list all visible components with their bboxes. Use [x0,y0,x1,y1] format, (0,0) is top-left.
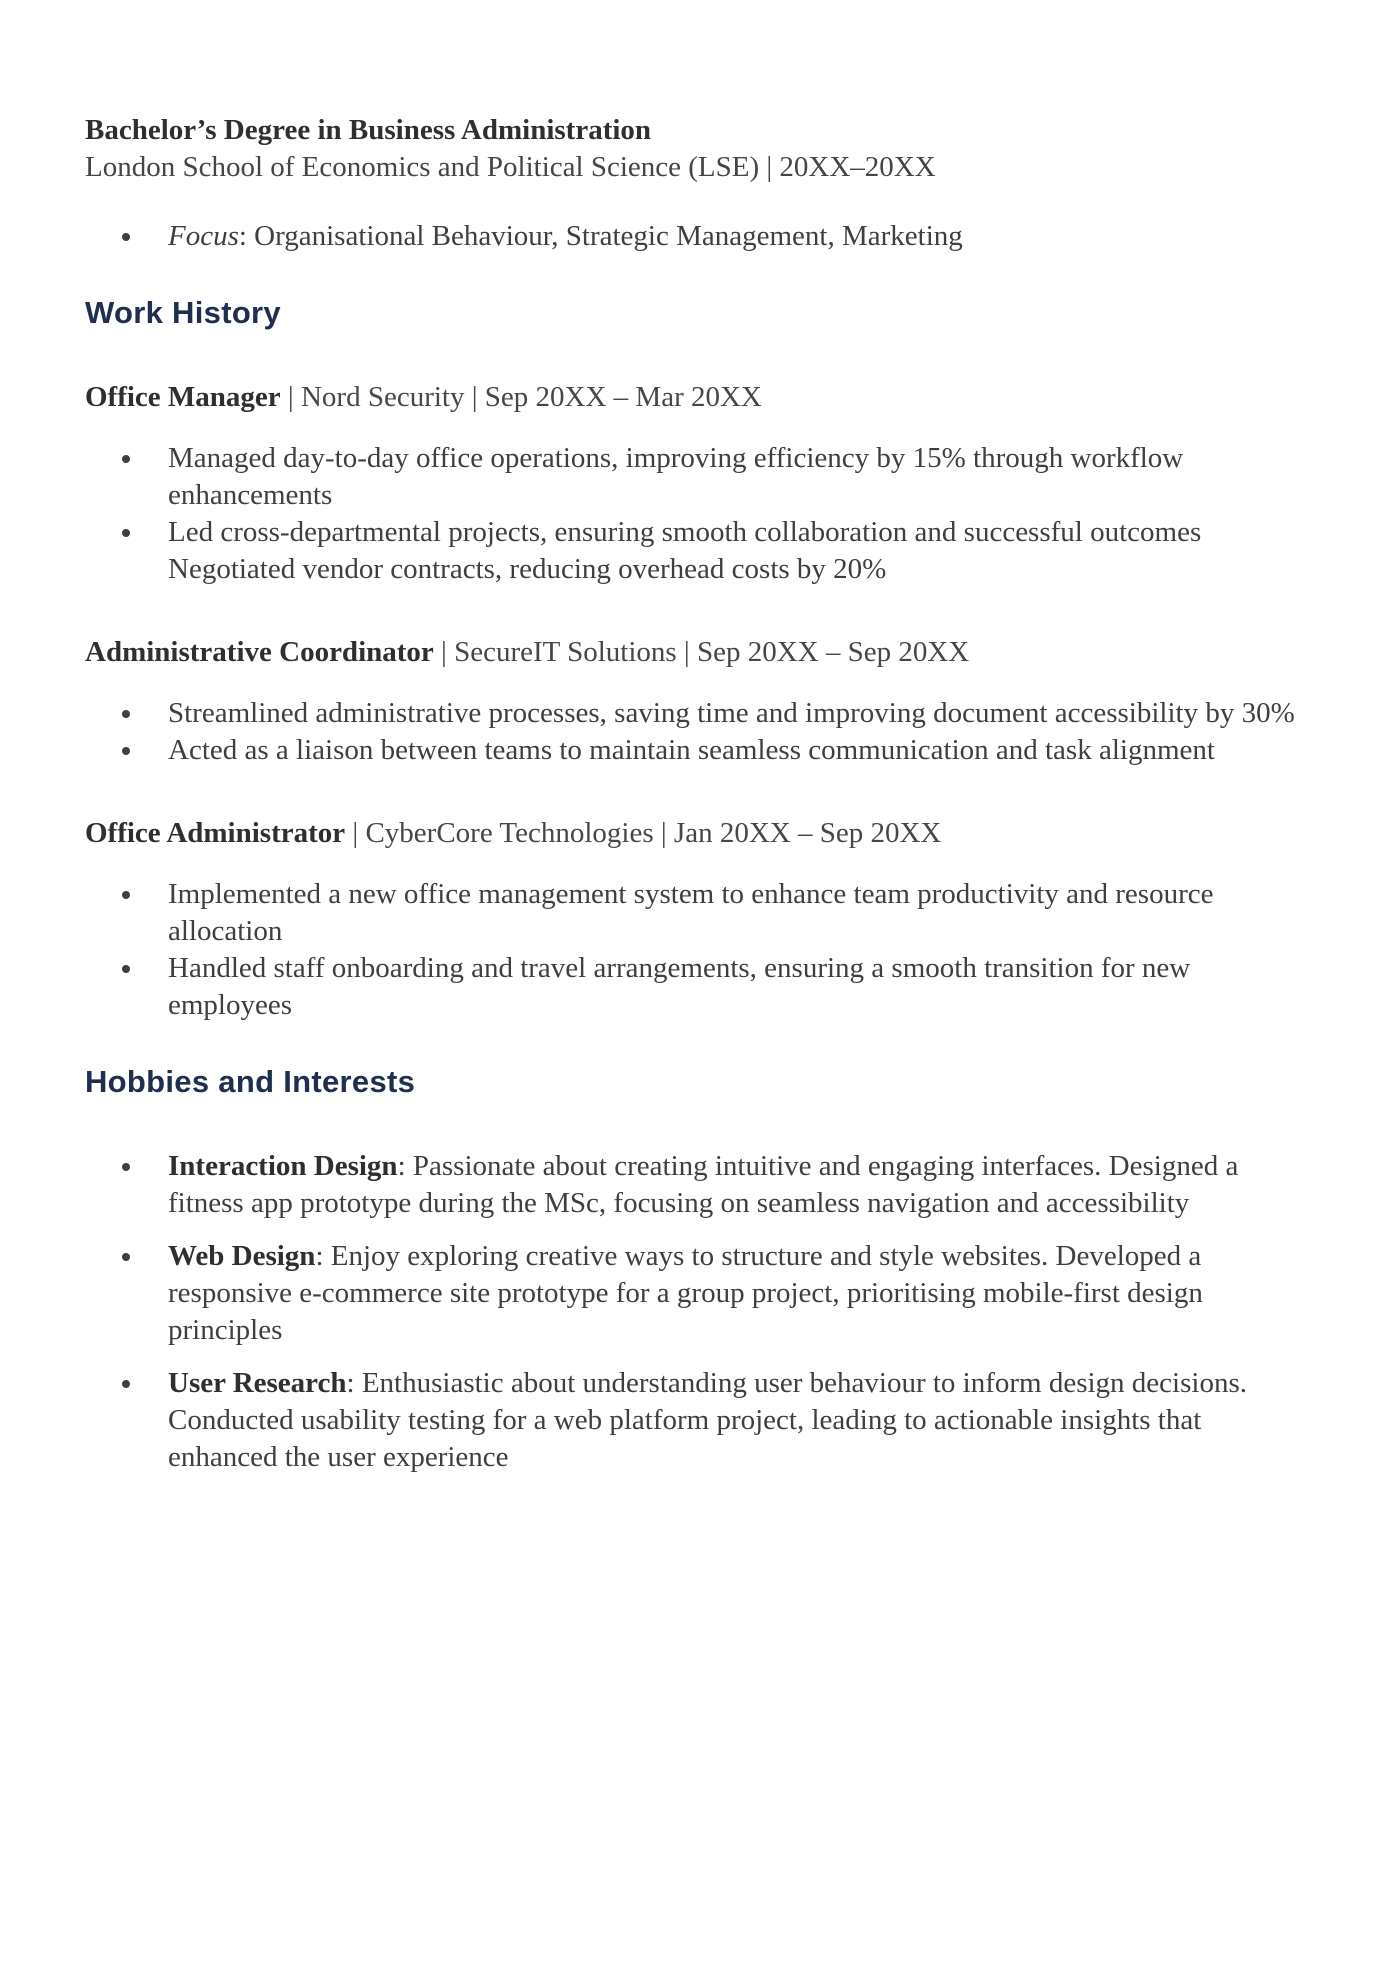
hobby-bullet: User Research: Enthusiastic about understanding user behaviour to inform design decisions. Conducted usability testing for a web platform project, leading to actionable insights that enhanced the user experience [85,1365,1315,1476]
work-history-section [85,293,1315,1024]
jobs-list [85,379,1315,1024]
education-degree-title: Bachelor’s Degree in Business Administration [85,114,652,146]
education-focus-text: : Organisational Behaviour, Strategic Management, Marketing [238,220,963,252]
job-meta: | SecureIT Solutions | Sep 20XX – Sep 20XX [433,636,970,668]
job-bullet: Led cross-departmental projects, ensuring smooth collaboration and successful outcomes Negotiated vendor contracts, reducing overhead costs by 20% [85,514,1315,588]
education-focus-label: Focus [168,220,239,252]
job-title-line [85,815,1315,852]
education-bullet-list [85,218,1315,255]
job-bullet: Acted as a liaison between teams to maintain seamless communication and task alignment [85,732,1315,769]
hobbies-section [85,1062,1315,1476]
work-history-heading: Work History [85,295,281,330]
job-bullet: Streamlined administrative processes, saving time and improving document accessibility by 30% [85,695,1315,732]
job-entry [85,634,1315,769]
hobbies-list [85,1148,1315,1476]
job-entry [85,379,1315,588]
job-bullets [85,440,1315,588]
job-title-line [85,634,1315,671]
education-institution-line: London School of Economics and Political Science (LSE) | 20XX–20XX [85,151,936,183]
job-title: Office Administrator [85,817,346,849]
job-bullet: Managed day-to-day office operations, improving efficiency by 15% through workflow enhancements [85,440,1315,514]
job-bullet: Implemented a new office management system to enhance team productivity and resource allocation [85,876,1315,950]
job-meta: | Nord Security | Sep 20XX – Mar 20XX [280,381,762,413]
job-bullets [85,695,1315,769]
education-bullet [85,218,1315,255]
education-section [85,112,1315,255]
hobby-bullet: Web Design: Enjoy exploring creative ways to structure and style websites. Developed a responsive e-commerce site prototype for a group project, prioritising mobile-first design principles [85,1238,1315,1349]
hobby-bullet: Interaction Design: Passionate about creating intuitive and engaging interfaces. Designed a fitness app prototype during the MSc, focusing on seamless navigation and accessibility [85,1148,1315,1222]
hobby-label: User Research [168,1367,347,1399]
job-entry [85,815,1315,1024]
job-meta: | CyberCore Technologies | Jan 20XX – Sep 20XX [345,817,942,849]
job-bullets [85,876,1315,1024]
hobby-label: Web Design [168,1240,316,1272]
job-bullet: Handled staff onboarding and travel arrangements, ensuring a smooth transition for new employees [85,950,1315,1024]
hobbies-heading: Hobbies and Interests [85,1064,416,1099]
job-title: Administrative Coordinator [85,636,434,668]
job-title-line [85,379,1315,416]
job-title: Office Manager [85,381,281,413]
hobby-label: Interaction Design [168,1150,398,1182]
